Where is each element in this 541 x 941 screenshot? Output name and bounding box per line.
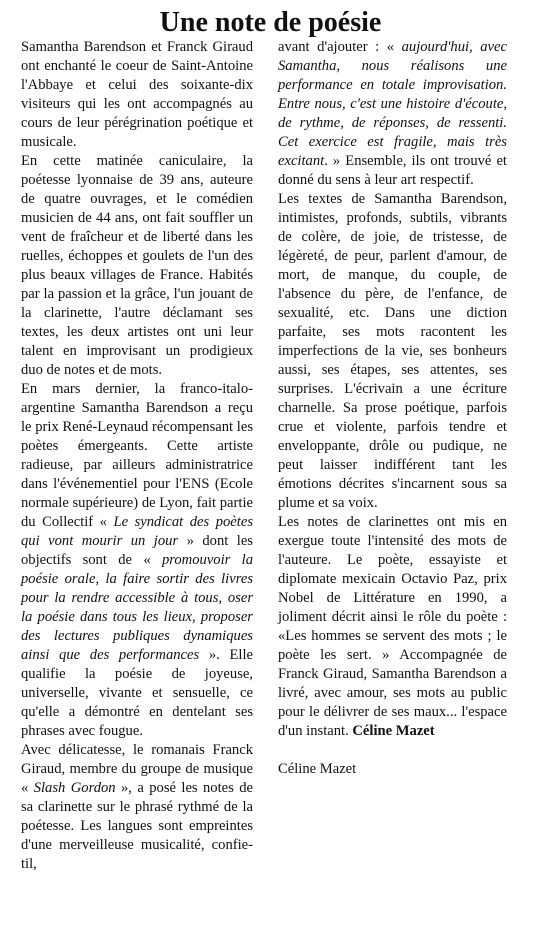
text-run: En mars dernier, la franco-italo-argentine Samantha Barendson a reçu le prix René-Leynaud récompensant les poètes émergeants. Cette artiste radieuse, par ailleurs administratrice dans l'événementiel pour l'ENS (Ecole normale supérieure) de Lyon, fait partie du Collectif «: [21, 381, 253, 530]
text-run: ». Elle qualifie la poésie de joyeuse, universelle, vivante et sensuelle, ce qu'elle a démontré en dentelant ses phrases avec fougue.: [21, 647, 254, 739]
article-title: Une note de poésie: [159, 7, 382, 38]
italic-quote: Slash Gordon: [33, 780, 116, 796]
text-run: » dont les objectifs sont de «: [21, 533, 253, 568]
paragraph: En cette matinée caniculaire, la poétesse lyonnaise de 39 ans, auteure de quatre ouvrages, et le comédien musicien de 44 ans, ont fait souffler un vent de fraîcheur et de liberté dans les ruelles, échoppes et goulets de l'un des plus beaux villages de France. Habités par la passion et la grâce, l'un jouant de la clarinette, l'autre déclamant ses textes, les deux artistes ont uni leur talent en improvisant un prodigieux duo de notes et de mots.: [21, 153, 253, 378]
italic-quote: aujourd'hui, avec Samantha, nous réalisons une performance en totale improvisation. Entre nous, c'est une histoire d'écoute, de rythme, de réponses, de ressenti. Cet exercice est fragile, mais très excitant: [278, 39, 507, 169]
italic-quote: promouvoir la poésie orale, la faire sortir des livres pour la rendre accessible à tous, oser la poésie dans tous les lieux, proposer des lectures publiques dynamiques ainsi que des performances: [21, 552, 254, 663]
paragraph: [278, 38, 507, 190]
text-run: Avec délicatesse, le romanais Franck Giraud, membre du groupe de musique «: [21, 742, 253, 796]
left-column: [21, 38, 253, 874]
text-run: . » Ensemble, ils ont trouvé et donné du sens à leur art respectif.: [278, 153, 507, 188]
paragraph: Les textes de Samantha Barendson, intimistes, profonds, subtils, vibrants de colère, de joie, de tristesse, de légèreté, de peur, parlent d'amour, de mort, de manque, du couple, de l'absence du père, de l'enfance, de sexualité, etc. Dans une diction parfaite, ses mots racontent les imperfections de la vie, ses bonheurs aussi, ses étapes, ses attentes, ses surprises. L'écrivain a une écriture charnelle. Sa prose poétique, parfois crue et violente, parfois tendre et enveloppante, drôle ou pudique, ne peut laisser indifférent tant les émotions décrites s'incarnent sous sa plume et sa voix.: [278, 191, 507, 511]
italic-quote: Le syndicat des poètes qui vont mourir un jour: [21, 514, 253, 549]
paragraph: [21, 741, 253, 874]
spacer: [278, 741, 507, 760]
text-run: », a posé les notes de sa clarinette sur le phrasé rythmé de la poétesse. Les langues sont empreintes d'une merveilleuse musicalité, confie-til,: [21, 780, 253, 872]
author-inline: Céline Mazet: [352, 723, 435, 739]
paragraph: Samantha Barendson et Franck Giraud ont enchanté le coeur de Saint-Antoine l'Abbaye et celui des soixante-dix visiteurs qui les ont accompagnés au cours de leur pérégrination poétique et musicale.: [21, 39, 253, 150]
paragraph: [278, 513, 507, 741]
text-run: Les notes de clarinettes ont mis en exergue toute l'intensité des mots de l'auteure. Le poète, essayiste et diplomate mexicain Octavio Paz, prix Nobel de Littérature en 1990, a joliment décrit ainsi le rôle du poète : «Les hommes se servent des mots ; le poète les sert. » Accompagnée de Franck Giraud, Samantha Barendson a livré, avec amour, ses mots au public pour le délivrer de ses maux... l'espace d'un instant.: [278, 514, 507, 739]
text-run: avant d'ajouter : «: [278, 39, 402, 55]
paragraph: [21, 380, 253, 741]
author-signature: Céline Mazet: [278, 761, 357, 777]
right-column: [278, 38, 507, 779]
